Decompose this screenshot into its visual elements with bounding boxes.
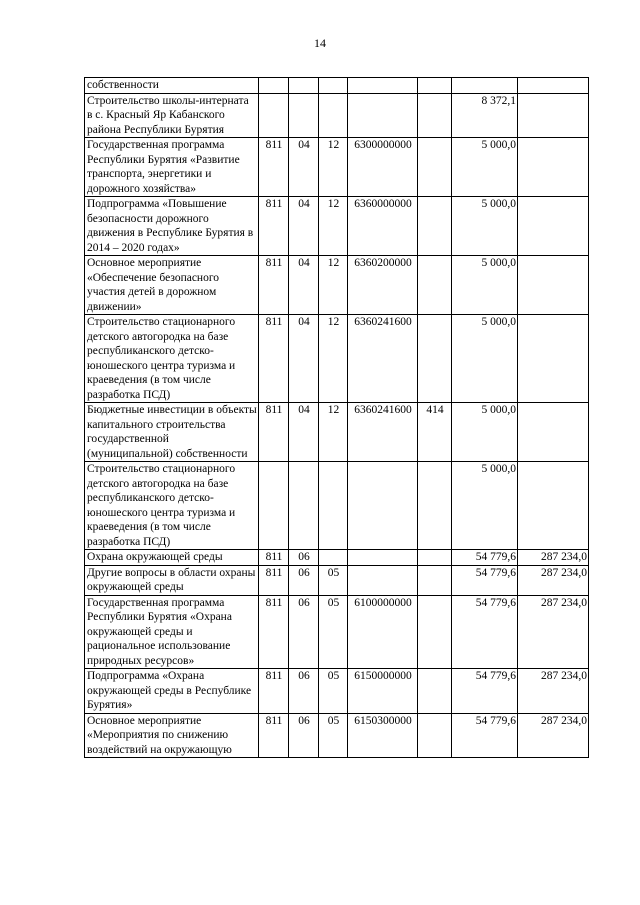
target-article-code-cell [348, 93, 418, 138]
admin-code-cell [259, 462, 289, 550]
admin-code-cell [259, 78, 289, 94]
expense-name-cell: Основное мероприятие «Обеспечение безопасного участия детей в дорожном движении» [85, 256, 259, 315]
target-article-code-cell: 6150300000 [348, 713, 418, 758]
table-row [85, 138, 589, 197]
subsection-code-cell: 12 [319, 256, 348, 315]
target-article-code-cell: 6300000000 [348, 138, 418, 197]
expense-type-code-cell [418, 595, 452, 669]
target-article-code-cell: 6150000000 [348, 669, 418, 714]
amount-year-1-cell: 5 000,0 [452, 315, 518, 403]
target-article-code-cell: 6360200000 [348, 256, 418, 315]
section-code-cell: 06 [289, 550, 319, 566]
section-code-cell: 06 [289, 595, 319, 669]
section-code-cell: 06 [289, 669, 319, 714]
subsection-code-cell [319, 550, 348, 566]
expense-type-code-cell [418, 315, 452, 403]
section-code-cell: 04 [289, 197, 319, 256]
admin-code-cell: 811 [259, 256, 289, 315]
expense-name-cell: Подпрограмма «Повышение безопасности дорожного движения в Республике Бурятия в 2014 – 2020 годах» [85, 197, 259, 256]
subsection-code-cell: 12 [319, 138, 348, 197]
expense-type-code-cell [418, 713, 452, 758]
target-article-code-cell [348, 550, 418, 566]
expense-name-cell: Основное мероприятие «Мероприятия по снижению воздействий на окружающую [85, 713, 259, 758]
amount-year-2-cell [518, 315, 589, 403]
expense-type-code-cell [418, 550, 452, 566]
amount-year-2-cell: 287 234,0 [518, 550, 589, 566]
admin-code-cell: 811 [259, 197, 289, 256]
subsection-code-cell [319, 78, 348, 94]
table-row [85, 462, 589, 550]
expense-name-cell: Бюджетные инвестиции в объекты капитального строительства государственной (муниципальной) собственности [85, 403, 259, 462]
expense-type-code-cell [418, 256, 452, 315]
expense-name-cell: Подпрограмма «Охрана окружающей среды в Республике Бурятия» [85, 669, 259, 714]
expense-type-code-cell [418, 138, 452, 197]
table-row [85, 669, 589, 714]
amount-year-2-cell [518, 256, 589, 315]
expense-name-cell: Государственная программа Республики Бурятия «Развитие транспорта, энергетики и дорожного хозяйства» [85, 138, 259, 197]
admin-code-cell: 811 [259, 403, 289, 462]
expense-name-cell: Строительство стационарного детского автогородка на базе республиканского детско-юношеского центра туризма и краеведения (в том числе разработка ПСД) [85, 315, 259, 403]
admin-code-cell: 811 [259, 669, 289, 714]
expense-name-cell: Строительство школы-интерната в с. Красный Яр Кабанского района Республики Бурятия [85, 93, 259, 138]
subsection-code-cell: 05 [319, 669, 348, 714]
section-code-cell: 04 [289, 138, 319, 197]
table-row [85, 197, 589, 256]
budget-table [84, 77, 589, 758]
expense-type-code-cell [418, 93, 452, 138]
target-article-code-cell [348, 78, 418, 94]
admin-code-cell: 811 [259, 595, 289, 669]
amount-year-2-cell [518, 403, 589, 462]
target-article-code-cell [348, 565, 418, 595]
amount-year-2-cell: 287 234,0 [518, 595, 589, 669]
section-code-cell [289, 93, 319, 138]
amount-year-1-cell: 5 000,0 [452, 138, 518, 197]
target-article-code-cell: 6360241600 [348, 315, 418, 403]
section-code-cell [289, 78, 319, 94]
amount-year-2-cell [518, 78, 589, 94]
amount-year-1-cell: 5 000,0 [452, 462, 518, 550]
subsection-code-cell: 12 [319, 315, 348, 403]
expense-type-code-cell [418, 669, 452, 714]
section-code-cell: 06 [289, 565, 319, 595]
amount-year-1-cell: 54 779,6 [452, 713, 518, 758]
amount-year-1-cell: 5 000,0 [452, 256, 518, 315]
table-row [85, 550, 589, 566]
amount-year-2-cell [518, 197, 589, 256]
amount-year-2-cell: 287 234,0 [518, 565, 589, 595]
admin-code-cell: 811 [259, 315, 289, 403]
table-row [85, 713, 589, 758]
amount-year-1-cell: 54 779,6 [452, 550, 518, 566]
section-code-cell: 04 [289, 403, 319, 462]
amount-year-2-cell [518, 138, 589, 197]
subsection-code-cell: 05 [319, 565, 348, 595]
table-row [85, 256, 589, 315]
target-article-code-cell [348, 462, 418, 550]
table-row [85, 93, 589, 138]
page-number: 14 [314, 36, 326, 50]
amount-year-1-cell: 5 000,0 [452, 197, 518, 256]
subsection-code-cell [319, 462, 348, 550]
admin-code-cell: 811 [259, 565, 289, 595]
expense-type-code-cell [418, 78, 452, 94]
section-code-cell: 04 [289, 256, 319, 315]
expense-type-code-cell: 414 [418, 403, 452, 462]
amount-year-2-cell: 287 234,0 [518, 669, 589, 714]
admin-code-cell [259, 93, 289, 138]
admin-code-cell: 811 [259, 713, 289, 758]
table-row [85, 315, 589, 403]
amount-year-1-cell: 5 000,0 [452, 403, 518, 462]
target-article-code-cell: 6360241600 [348, 403, 418, 462]
subsection-code-cell: 05 [319, 713, 348, 758]
expense-name-cell: Строительство стационарного детского автогородка на базе республиканского детско-юношеского центра туризма и краеведения (в том числе разработка ПСД) [85, 462, 259, 550]
subsection-code-cell [319, 93, 348, 138]
subsection-code-cell: 12 [319, 403, 348, 462]
table-row [85, 565, 589, 595]
amount-year-1-cell: 54 779,6 [452, 565, 518, 595]
expense-name-cell: Охрана окружающей среды [85, 550, 259, 566]
expense-name-cell: собственности [85, 78, 259, 94]
amount-year-2-cell [518, 462, 589, 550]
expense-name-cell: Государственная программа Республики Бурятия «Охрана окружающей среды и рациональное использование природных ресурсов» [85, 595, 259, 669]
target-article-code-cell: 6360000000 [348, 197, 418, 256]
amount-year-1-cell [452, 78, 518, 94]
table-row [85, 595, 589, 669]
amount-year-2-cell [518, 93, 589, 138]
expense-type-code-cell [418, 197, 452, 256]
expense-name-cell: Другие вопросы в области охраны окружающей среды [85, 565, 259, 595]
amount-year-1-cell: 8 372,1 [452, 93, 518, 138]
expense-type-code-cell [418, 462, 452, 550]
subsection-code-cell: 05 [319, 595, 348, 669]
admin-code-cell: 811 [259, 138, 289, 197]
section-code-cell [289, 462, 319, 550]
table-row [85, 403, 589, 462]
section-code-cell: 06 [289, 713, 319, 758]
amount-year-1-cell: 54 779,6 [452, 669, 518, 714]
table-row [85, 78, 589, 94]
admin-code-cell: 811 [259, 550, 289, 566]
section-code-cell: 04 [289, 315, 319, 403]
amount-year-2-cell: 287 234,0 [518, 713, 589, 758]
subsection-code-cell: 12 [319, 197, 348, 256]
amount-year-1-cell: 54 779,6 [452, 595, 518, 669]
target-article-code-cell: 6100000000 [348, 595, 418, 669]
expense-type-code-cell [418, 565, 452, 595]
